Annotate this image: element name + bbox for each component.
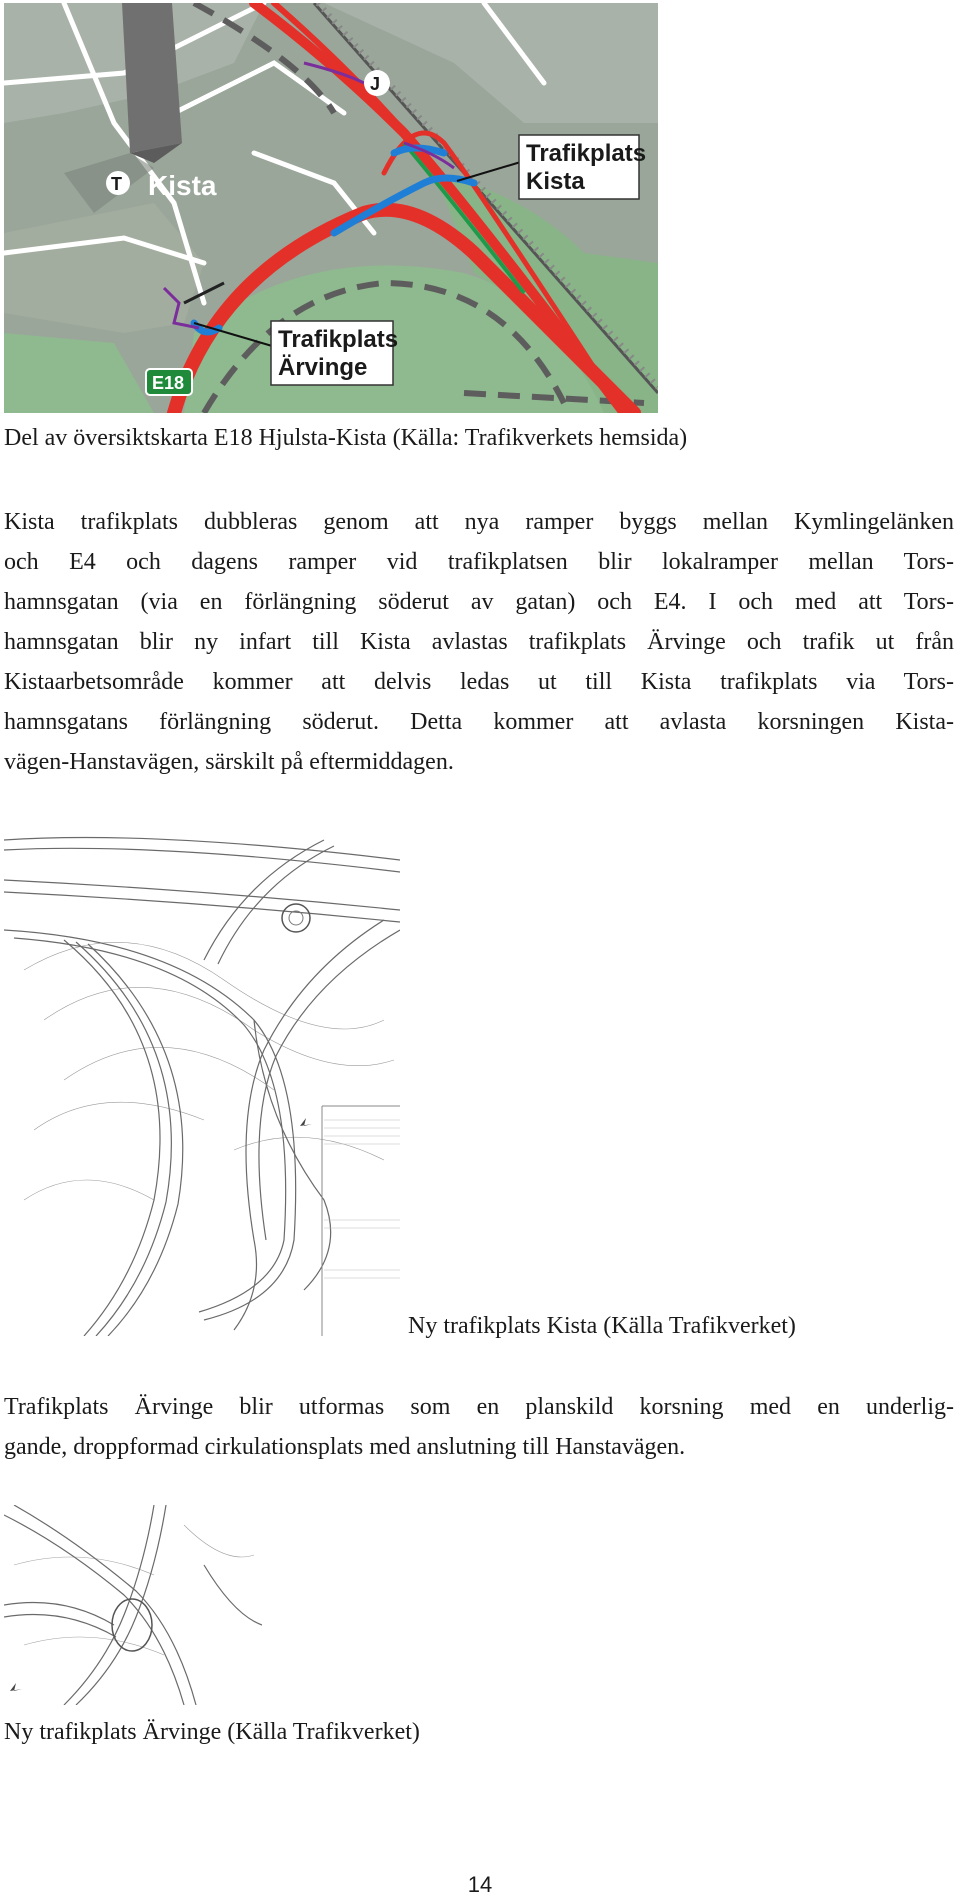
callout-arvinge-line1: Trafikplats xyxy=(278,326,399,353)
map-caption: Del av översiktskarta E18 Hjulsta-Kista (Källa: Trafikverkets hemsida) xyxy=(4,425,688,451)
arvinge-drawing-graphic xyxy=(4,1505,262,1705)
kista-drawing-graphic xyxy=(4,820,400,1336)
arvinge-drawing-caption: Ny trafikplats Ärvinge (Källa Trafikverket) xyxy=(4,1719,420,1745)
junction-label: J xyxy=(370,74,381,94)
callout-arvinge-line2: Ärvinge xyxy=(278,354,368,381)
arvinge-interchange-drawing xyxy=(4,1505,262,1705)
map-label-kista: Kista xyxy=(148,170,217,201)
paragraph-line: hamnsgatan (via en förlängning söderut av gatan) och E4. I och med att Tors- xyxy=(4,589,954,615)
paragraph-line: hamnsgatan blir ny infart till Kista avlastas trafikplats Ärvinge och trafik ut från xyxy=(4,629,954,655)
callout-kista-line1: Trafikplats xyxy=(526,140,647,167)
kista-interchange-drawing xyxy=(4,820,400,1336)
paragraph-line: Kista trafikplats dubbleras genom att nya ramper byggs mellan Kymlingelänken xyxy=(4,509,954,535)
e18-label: E18 xyxy=(152,373,185,393)
paragraph-line: gande, droppformad cirkulationsplats med anslutning till Hanstavägen. xyxy=(4,1434,686,1460)
paragraph-line: Trafikplats Ärvinge blir utformas som en planskild korsning med en underlig- xyxy=(4,1394,954,1420)
paragraph-arvinge xyxy=(4,1387,954,1467)
paragraph-kista xyxy=(4,502,954,782)
overview-map xyxy=(4,3,658,413)
kista-drawing-caption: Ny trafikplats Kista (Källa Trafikverket) xyxy=(408,1313,796,1339)
paragraph-line: och E4 och dagens ramper vid trafikplatsen blir lokalramper mellan Tors- xyxy=(4,549,954,575)
paragraph-line: Kistaarbetsområde kommer att delvis ledas ut till Kista trafikplats via Tors- xyxy=(4,669,954,695)
callout-kista-line2: Kista xyxy=(526,168,585,195)
paragraph-line: vägen-Hanstavägen, särskilt på eftermiddagen. xyxy=(4,749,454,775)
map-graphic xyxy=(4,3,658,413)
metro-label: T xyxy=(111,174,122,194)
page-number: 14 xyxy=(467,1872,493,1897)
paragraph-line: hamnsgatans förlängning söderut. Detta kommer att avlasta korsningen Kista- xyxy=(4,709,954,735)
